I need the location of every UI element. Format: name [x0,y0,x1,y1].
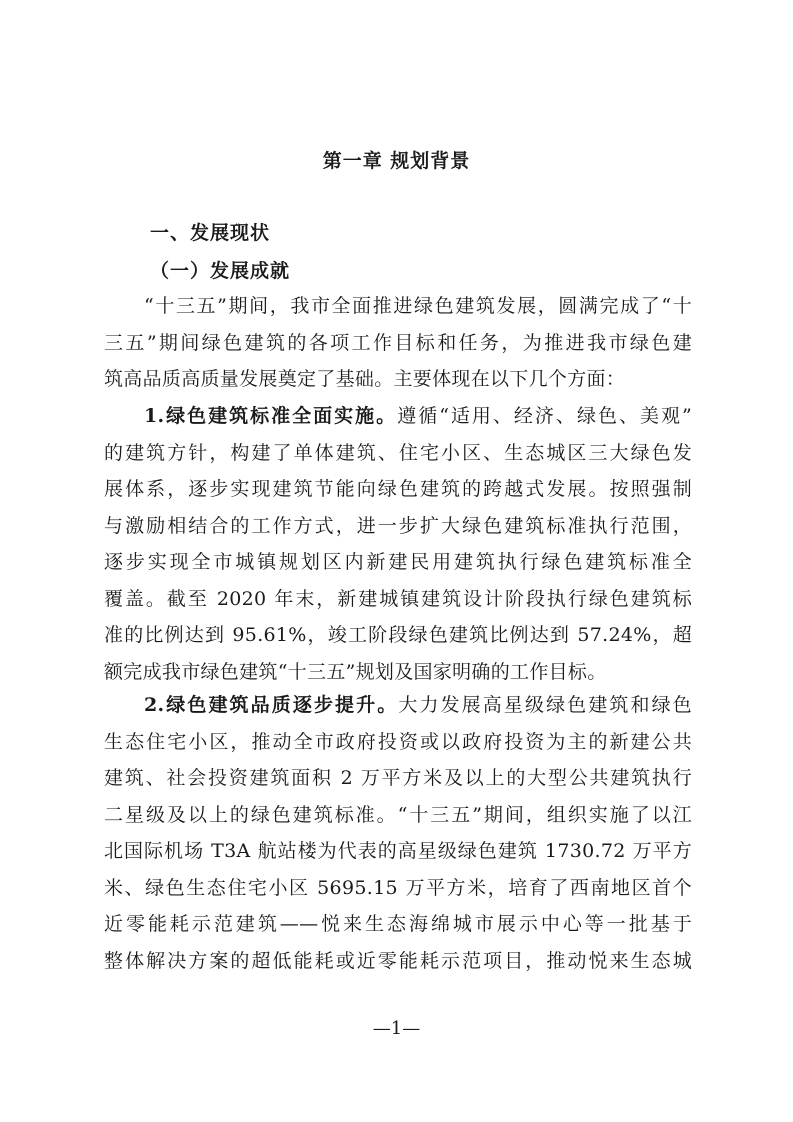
paragraph-line: 逐步实现全市城镇规划区内新建民用建筑执行绿色建筑标准全 [104,551,692,573]
paragraph-green-building-standards [104,398,692,690]
paragraph-line: 与激励相结合的工作方式，进一步扩大绿色建筑标准执行范围， [104,514,692,537]
paragraph-line: “十三五”期间，我市全面推进绿色建筑发展，圆满完成了“十 [144,295,692,317]
paragraph-line: 的建筑方针，构建了单体建筑、住宅小区、生态城区三大绿色发 [104,441,692,464]
paragraph-line: 展体系，逐步实现建筑节能向绿色建筑的跨越式发展。按照强制 [104,478,692,500]
chapter-title: 第一章 规划背景 [322,150,471,172]
paragraph-first-line [104,687,692,724]
paragraph-lead: 2.绿色建筑品质逐步提升。 [144,694,399,716]
paragraph-line: 生态住宅小区，推动全市政府投资或以政府投资为主的新建公共 [104,730,692,753]
paragraph-line: 覆盖。截至 2020 年末，新建城镇建筑设计阶段执行绿色建筑标 [104,587,692,610]
paragraph-line: 准的比例达到 95.61%，竣工阶段绿色建筑比例达到 57.24%，超 [104,624,692,646]
paragraph-line: 米、绿色生态住宅小区 5695.15 万平方米，培育了西南地区首个 [104,876,692,899]
subsection-heading: （一）发展成就 [150,260,291,282]
paragraph-line: 近零能耗示范建筑——悦来生态海绵城市展示中心等一批基于 [104,913,692,935]
paragraph-lead-rest: 大力发展高星级绿色建筑和绿色 [398,694,692,716]
paragraph-lead: 1.绿色建筑标准全面实施。 [144,405,398,427]
page-number: —1— [372,1018,421,1039]
section-heading: 一、发展现状 [150,222,271,244]
paragraph-lead-rest: 遵循“适用、经济、绿色、美观” [397,405,692,427]
intro-paragraph [104,288,692,398]
paragraph-line: 额完成我市绿色建筑“十三五”规划及国家明确的工作目标。 [104,660,607,683]
paragraph-line: 整体解决方案的超低能耗或近零能耗示范项目，推动悦来生态城 [104,949,692,972]
paragraph-line: 北国际机场 T3A 航站楼为代表的高星级绿色建筑 1730.72 万平方 [104,840,692,862]
paragraph-first-line [104,398,692,435]
paragraph-green-building-quality [104,687,692,979]
paragraph-line: 二星级及以上的绿色建筑标准。“十三五”期间，组织实施了以江 [104,803,692,826]
paragraph-line: 三五”期间绿色建筑的各项工作目标和任务，为推进我市绿色建 [104,331,692,354]
paragraph-line: 筑高品质高质量发展奠定了基础。主要体现在以下几个方面： [104,368,626,390]
paragraph-line: 建筑、社会投资建筑面积 2 万平方米及以上的大型公共建筑执行 [104,767,692,789]
